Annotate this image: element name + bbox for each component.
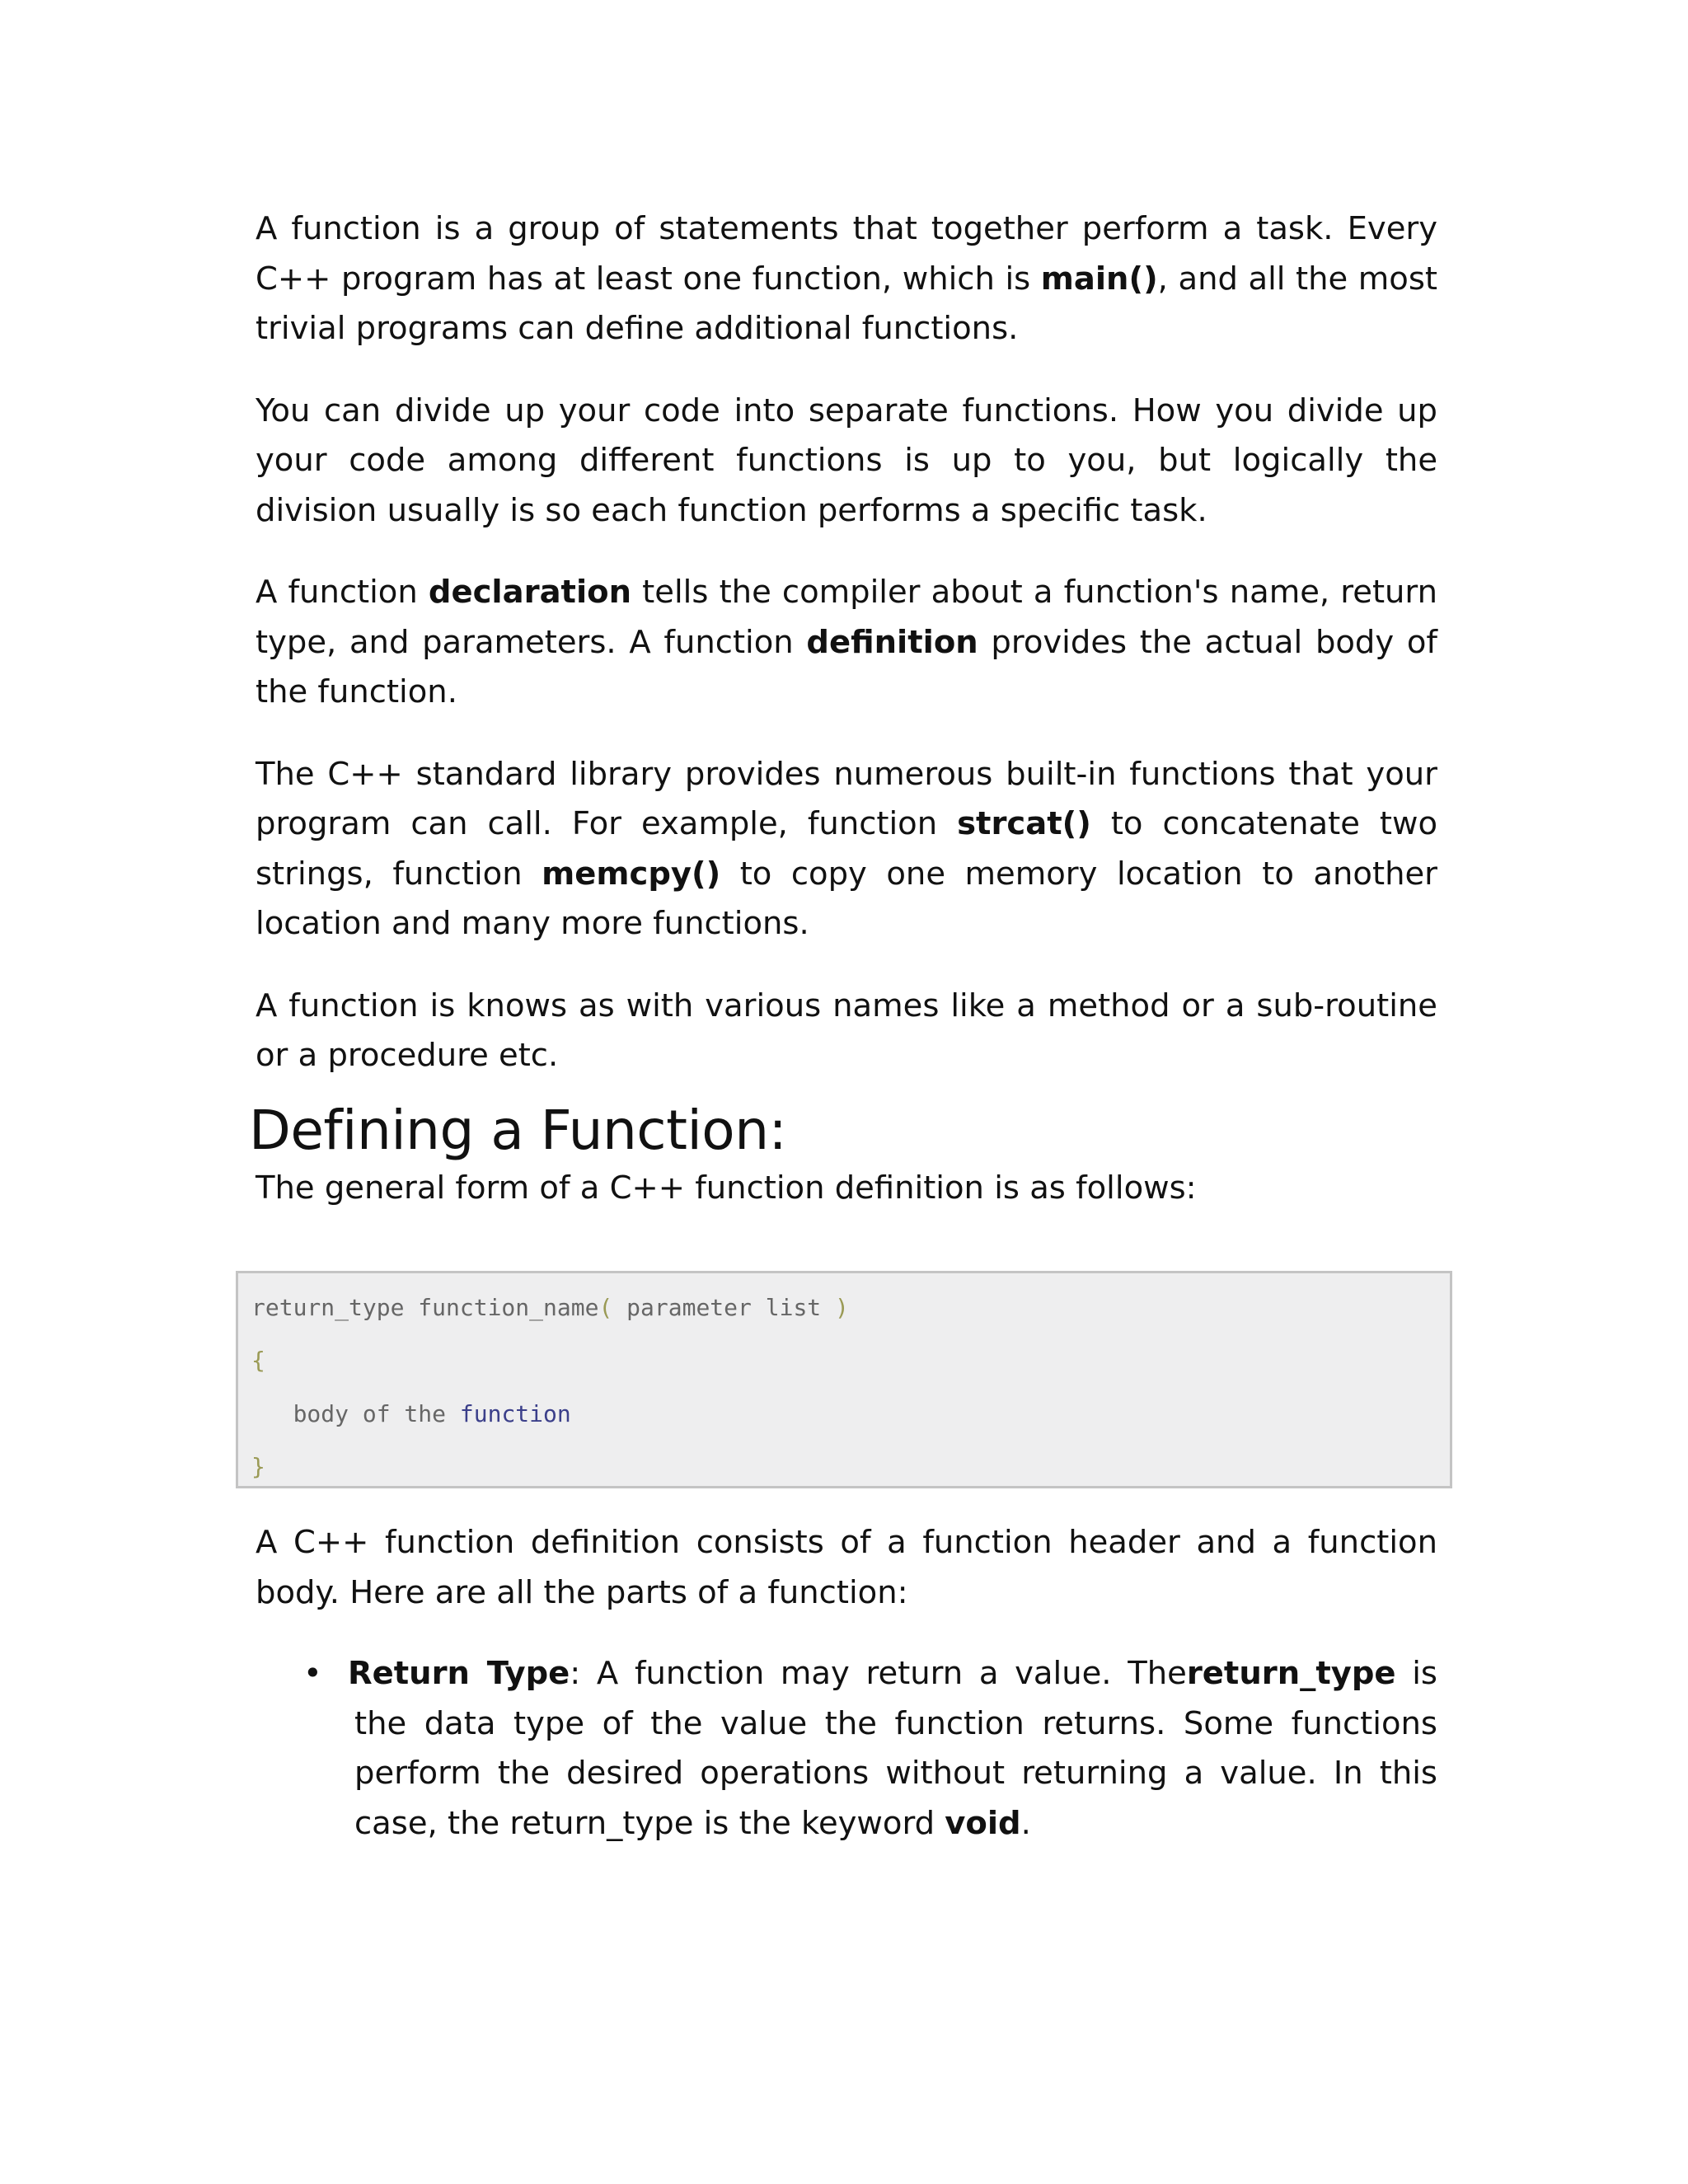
code-token: parameter list (612, 1294, 836, 1321)
bullet-icon: • (303, 1655, 322, 1692)
code-token: return_type function_name (251, 1294, 599, 1321)
section-heading: Defining a Function: (249, 1098, 787, 1162)
parts-list (256, 1649, 1437, 1849)
text-run: is the data type of the value the function returns. Some functions perform the desired operations without returning a value. In this case, the return_type is the keyword (354, 1655, 1437, 1842)
text-run: tells the compiler about a function's name, return type, and parameters. A function (256, 574, 1437, 661)
code-line-close-brace: } (251, 1453, 265, 1480)
text-run: . (1020, 1804, 1031, 1842)
bold-term-void: void (945, 1804, 1021, 1842)
bold-term-main: main() (1040, 260, 1158, 298)
text-run: A function is knows as with various names like a method or a sub-routine or a procedure etc. (256, 987, 1437, 1074)
text-run: A function is a group of statements that together perform a task. Every C++ program has at least one function, which is (256, 210, 1437, 298)
text-run: to copy one memory location to another location and many more functions. (256, 855, 1437, 942)
bold-term-definition: definition (806, 623, 978, 661)
bold-term-strcat: strcat() (957, 805, 1091, 842)
paragraph-standard-library (256, 750, 1437, 949)
code-token: body of the (251, 1400, 460, 1427)
text-run: You can divide up your code into separate functions. How you divide up your code among different functions is up to you, but logically the division usually is so each function performs a specific task. (256, 391, 1437, 529)
bold-term-return-type-code: return_type (1186, 1655, 1396, 1692)
code-line-body (251, 1399, 571, 1429)
code-keyword-function: function (459, 1400, 571, 1427)
code-paren-close: ) (835, 1294, 849, 1321)
document-body (249, 204, 1437, 1213)
text-run: : A function may return a value. The (570, 1655, 1187, 1692)
text-run: provides the actual body of the function. (256, 623, 1437, 710)
paragraph-definition-parts: A C++ function definition consists of a function header and a function body. Here are all the parts of a function: (256, 1524, 1437, 1611)
text-run: The C++ standard library provides numerous built-in functions that your program can call. For example, function (256, 755, 1437, 842)
paragraph-dividing-code (256, 387, 1437, 537)
paragraph-declaration-definition (256, 568, 1437, 718)
code-line-signature (251, 1293, 849, 1323)
paragraph-function-names (256, 982, 1437, 1081)
paragraph-function-intro (256, 204, 1437, 354)
text-run: A function (256, 574, 429, 611)
bold-term-return-type: Return Type (348, 1655, 570, 1692)
bold-term-declaration: declaration (428, 574, 632, 611)
text-run: , and all the most trivial programs can define additional functions. (256, 260, 1437, 347)
bold-term-memcpy: memcpy() (542, 855, 721, 893)
list-item-lead (348, 1655, 570, 1692)
code-block (236, 1271, 1452, 1488)
text-run: to concatenate two strings, function (256, 805, 1437, 893)
code-paren-open: ( (598, 1294, 613, 1321)
list-item-return-type (256, 1649, 1437, 1849)
code-line-open-brace: { (251, 1347, 265, 1374)
document-body-continued (256, 1518, 1437, 1849)
paragraph-general-form: The general form of a C++ function definition is as follows: (256, 1169, 1197, 1207)
